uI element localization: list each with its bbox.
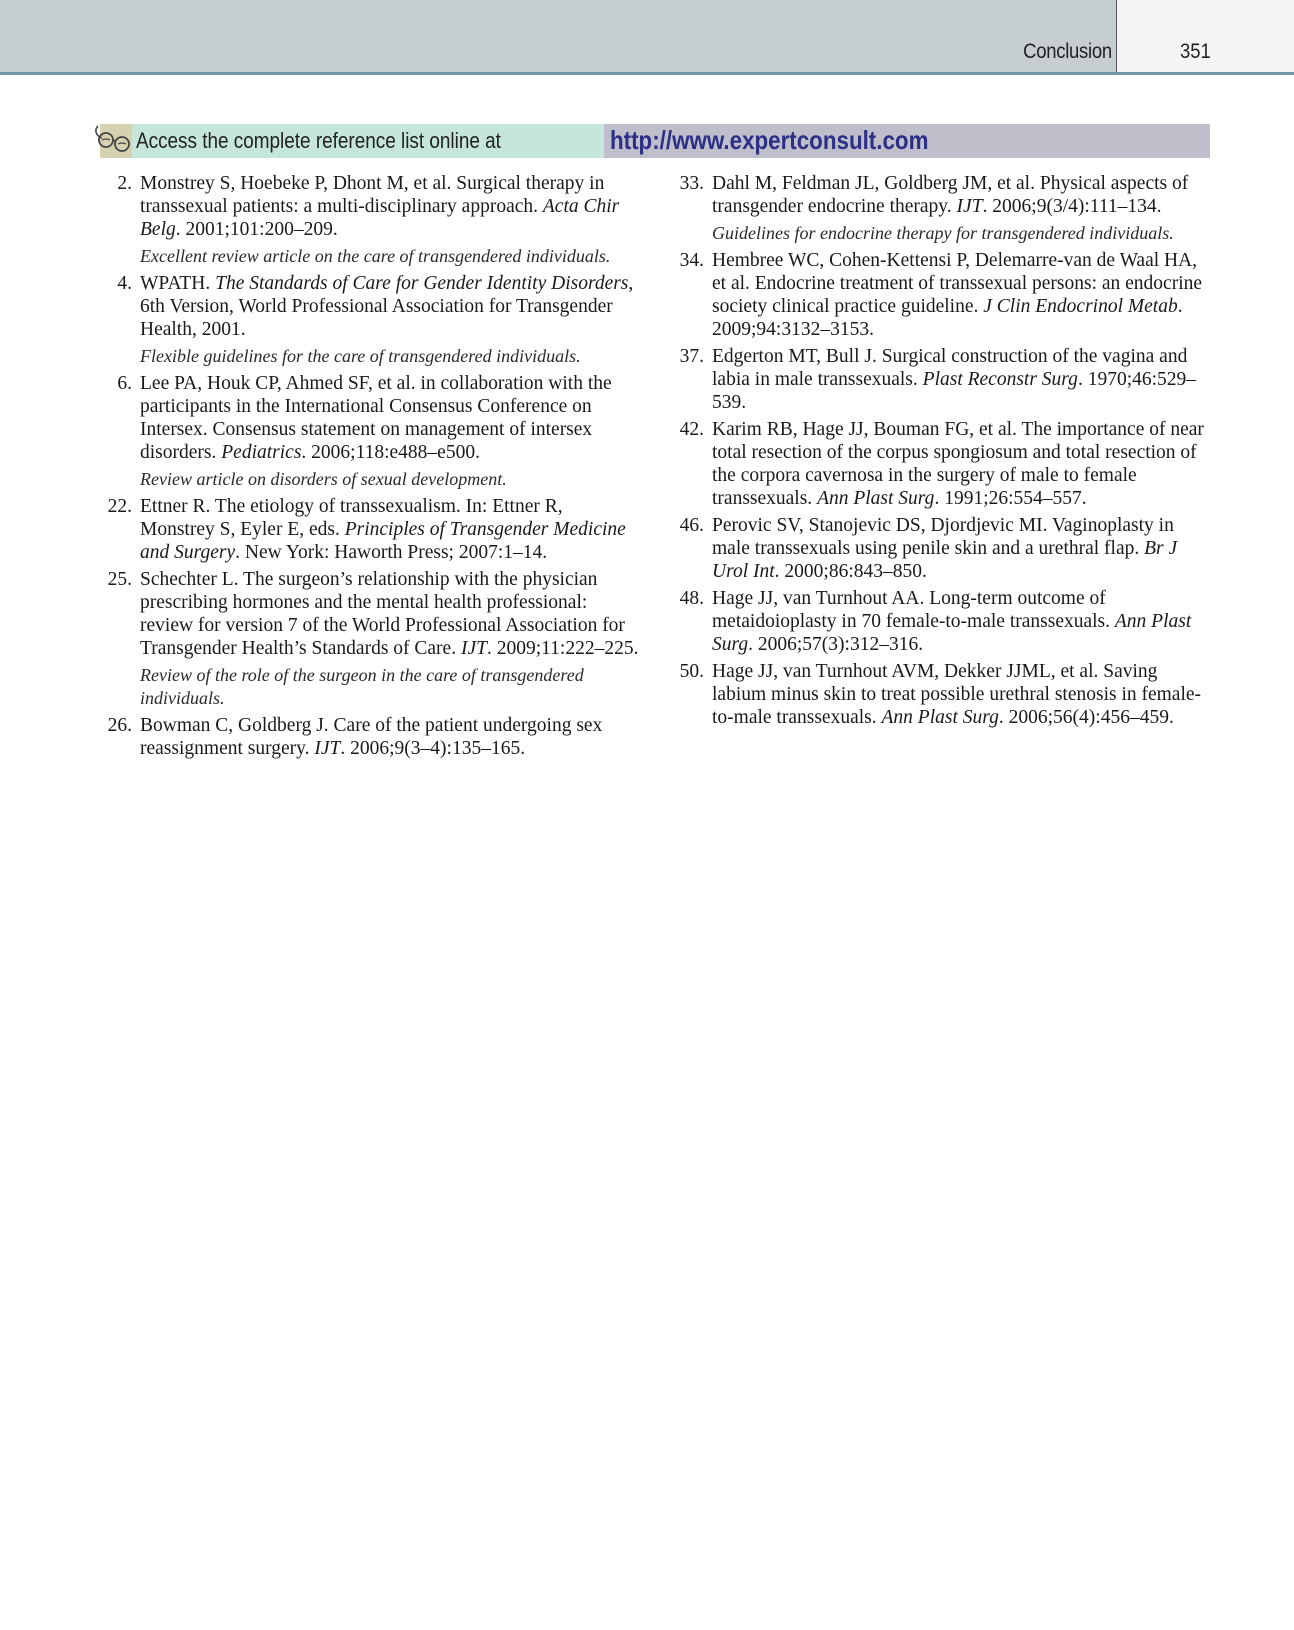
citation-segment: Edgerton MT, Bull J. Surgical construction of the vagina and labia in male transsexuals.: [712, 346, 1188, 390]
reference-item: [668, 345, 1214, 414]
citation-italic-segment: J Clin Endocrinol Metab: [983, 296, 1178, 317]
reference-annotation: Excellent review article on the care of transgendered individuals.: [140, 246, 611, 266]
citation-segment: . 2009;94:3132–3153.: [712, 296, 1183, 340]
reference-number: 50.: [679, 661, 704, 682]
citation-italic-segment: Br J Urol Int: [712, 538, 1178, 582]
reference-annotation: Review of the role of the surgeon in the care of transgendered individuals.: [140, 665, 584, 708]
reference-item: [668, 660, 1214, 729]
reference-citation: [140, 373, 612, 463]
page-number: 351: [1180, 40, 1211, 63]
citation-italic-segment: Acta Chir Belg: [140, 196, 620, 240]
header-rule: [0, 72, 1294, 75]
reference-citation: [140, 715, 602, 759]
reference-citation: [712, 515, 1177, 582]
citation-italic-segment: IJT: [956, 196, 983, 217]
citation-segment: Hage JJ, van Turnhout AA. Long-term outcome of metaidoioplasty in 70 female-to-male transsexuals.: [712, 588, 1115, 632]
citation-segment: Monstrey S, Hoebeke P, Dhont M, et al. Surgical therapy in transsexual patients: a multi-disciplinary approach.: [140, 173, 605, 217]
citation-segment: . 2006;9(3/4):111–134.: [982, 196, 1162, 217]
reference-banner: [100, 124, 1210, 158]
citation-italic-segment: Ann Plast Surg: [712, 611, 1192, 655]
expertconsult-link[interactable]: http://www.expertconsult.com: [610, 125, 929, 155]
reference-citation: [140, 496, 626, 563]
citation-segment: . 1991;26:554–557.: [934, 488, 1087, 509]
reference-annotation: Guidelines for endocrine therapy for transgendered individuals.: [712, 223, 1174, 243]
reference-item: [668, 418, 1214, 510]
reference-item: [668, 172, 1214, 218]
citation-segment: . 2001;101:200–209.: [175, 219, 338, 240]
citation-segment: WPATH.: [140, 273, 216, 294]
reference-annotation: Review article on disorders of sexual development.: [140, 469, 507, 489]
citation-segment: . 2006;57(3):312–316.: [748, 634, 924, 655]
citation-italic-segment: IJT: [314, 738, 341, 759]
running-title: Conclusion: [1023, 40, 1112, 63]
reference-number: 4.: [117, 273, 132, 294]
citation-italic-segment: Pediatrics: [221, 442, 302, 463]
reference-annotation: Flexible guidelines for the care of transgendered individuals.: [140, 346, 581, 366]
citation-segment: , 6th Version, World Professional Association for Transgender Health, 2001.: [140, 273, 634, 340]
reference-citation: [712, 419, 1204, 509]
reference-citation: [712, 250, 1202, 340]
eyeglasses-icon: [92, 120, 136, 160]
references-right-column: [668, 172, 1214, 733]
reference-item: [668, 587, 1214, 656]
citation-segment: . 1970;46:529–539.: [712, 369, 1197, 413]
reference-number: 25.: [107, 569, 132, 590]
reference-item: [96, 714, 642, 760]
reference-item: [96, 172, 642, 241]
citation-italic-segment: The Standards of Care for Gender Identity Disorders: [215, 273, 629, 294]
reference-item: [96, 372, 642, 464]
reference-number: 42.: [679, 419, 704, 440]
reference-citation: [712, 661, 1201, 728]
references-left-column: [96, 172, 642, 764]
reference-citation: [140, 273, 633, 340]
reference-number: 26.: [107, 715, 132, 736]
reference-citation: [712, 588, 1191, 655]
reference-item: [668, 514, 1214, 583]
citation-segment: Dahl M, Feldman JL, Goldberg JM, et al. Physical aspects of transgender endocrine therapy.: [712, 173, 1189, 217]
reference-citation: [140, 569, 638, 659]
banner-text: Access the complete reference list online at: [136, 128, 501, 153]
citation-segment: . 2006;118:e488–e500.: [301, 442, 480, 463]
citation-italic-segment: Ann Plast Surg: [817, 488, 935, 509]
reference-number: 34.: [679, 250, 704, 271]
citation-segment: Bowman C, Goldberg J. Care of the patient undergoing sex reassignment surgery.: [140, 715, 603, 759]
reference-item: [668, 249, 1214, 341]
citation-segment: . New York: Haworth Press; 2007:1–14.: [235, 542, 548, 563]
reference-item: [96, 272, 642, 341]
citation-italic-segment: Principles of Transgender Medicine and Surgery: [140, 519, 626, 563]
citation-italic-segment: Ann Plast Surg: [881, 707, 999, 728]
reference-number: 33.: [679, 173, 704, 194]
reference-citation: [140, 173, 619, 240]
reference-number: 2.: [117, 173, 132, 194]
citation-segment: . 2006;9(3–4):135–165.: [340, 738, 526, 759]
citation-segment: Hembree WC, Cohen-Kettensi P, Delemarre-van de Waal HA, et al. Endocrine treatment of transsexual persons: an endocrine society clinical practice guideline.: [712, 250, 1203, 317]
citation-italic-segment: Plast Reconstr Surg: [922, 369, 1078, 390]
citation-segment: . 2009;11:222–225.: [486, 638, 639, 659]
reference-number: 46.: [679, 515, 704, 536]
citation-segment: Lee PA, Houk CP, Ahmed SF, et al. in collaboration with the participants in the International Consensus Conference on Intersex. Consensus statement on management of intersex disorders.: [140, 373, 612, 463]
citation-segment: Schechter L. The surgeon’s relationship with the physician prescribing hormones and the mental health professional: review for version 7 of the World Professional Association for Transgender Health’s Standards of Care.: [140, 569, 625, 659]
reference-citation: [712, 346, 1196, 413]
citation-italic-segment: IJT: [460, 638, 487, 659]
reference-citation: [712, 173, 1188, 217]
reference-item: [96, 495, 642, 564]
citation-segment: Ettner R. The etiology of transsexualism. In: Ettner R, Monstrey S, Eyler E, eds.: [140, 496, 563, 540]
citation-segment: . 2000;86:843–850.: [774, 561, 927, 582]
citation-segment: Hage JJ, van Turnhout AVM, Dekker JJML, et al. Saving labium minus skin to treat possible urethral stenosis in female-to-male transsexuals.: [712, 661, 1202, 728]
reference-number: 37.: [679, 346, 704, 367]
citation-segment: . 2006;56(4):456–459.: [998, 707, 1174, 728]
citation-segment: Karim RB, Hage JJ, Bouman FG, et al. The importance of near total resection of the corpus spongiosum and total resection of the corpora cavernosa in the surgery of male to female transsexuals.: [712, 419, 1204, 509]
reference-number: 48.: [679, 588, 704, 609]
reference-item: [96, 568, 642, 660]
citation-segment: Perovic SV, Stanojevic DS, Djordjevic MI. Vaginoplasty in male transsexuals using penile skin and a urethral flap.: [712, 515, 1174, 559]
reference-number: 6.: [117, 373, 132, 394]
reference-number: 22.: [107, 496, 132, 517]
